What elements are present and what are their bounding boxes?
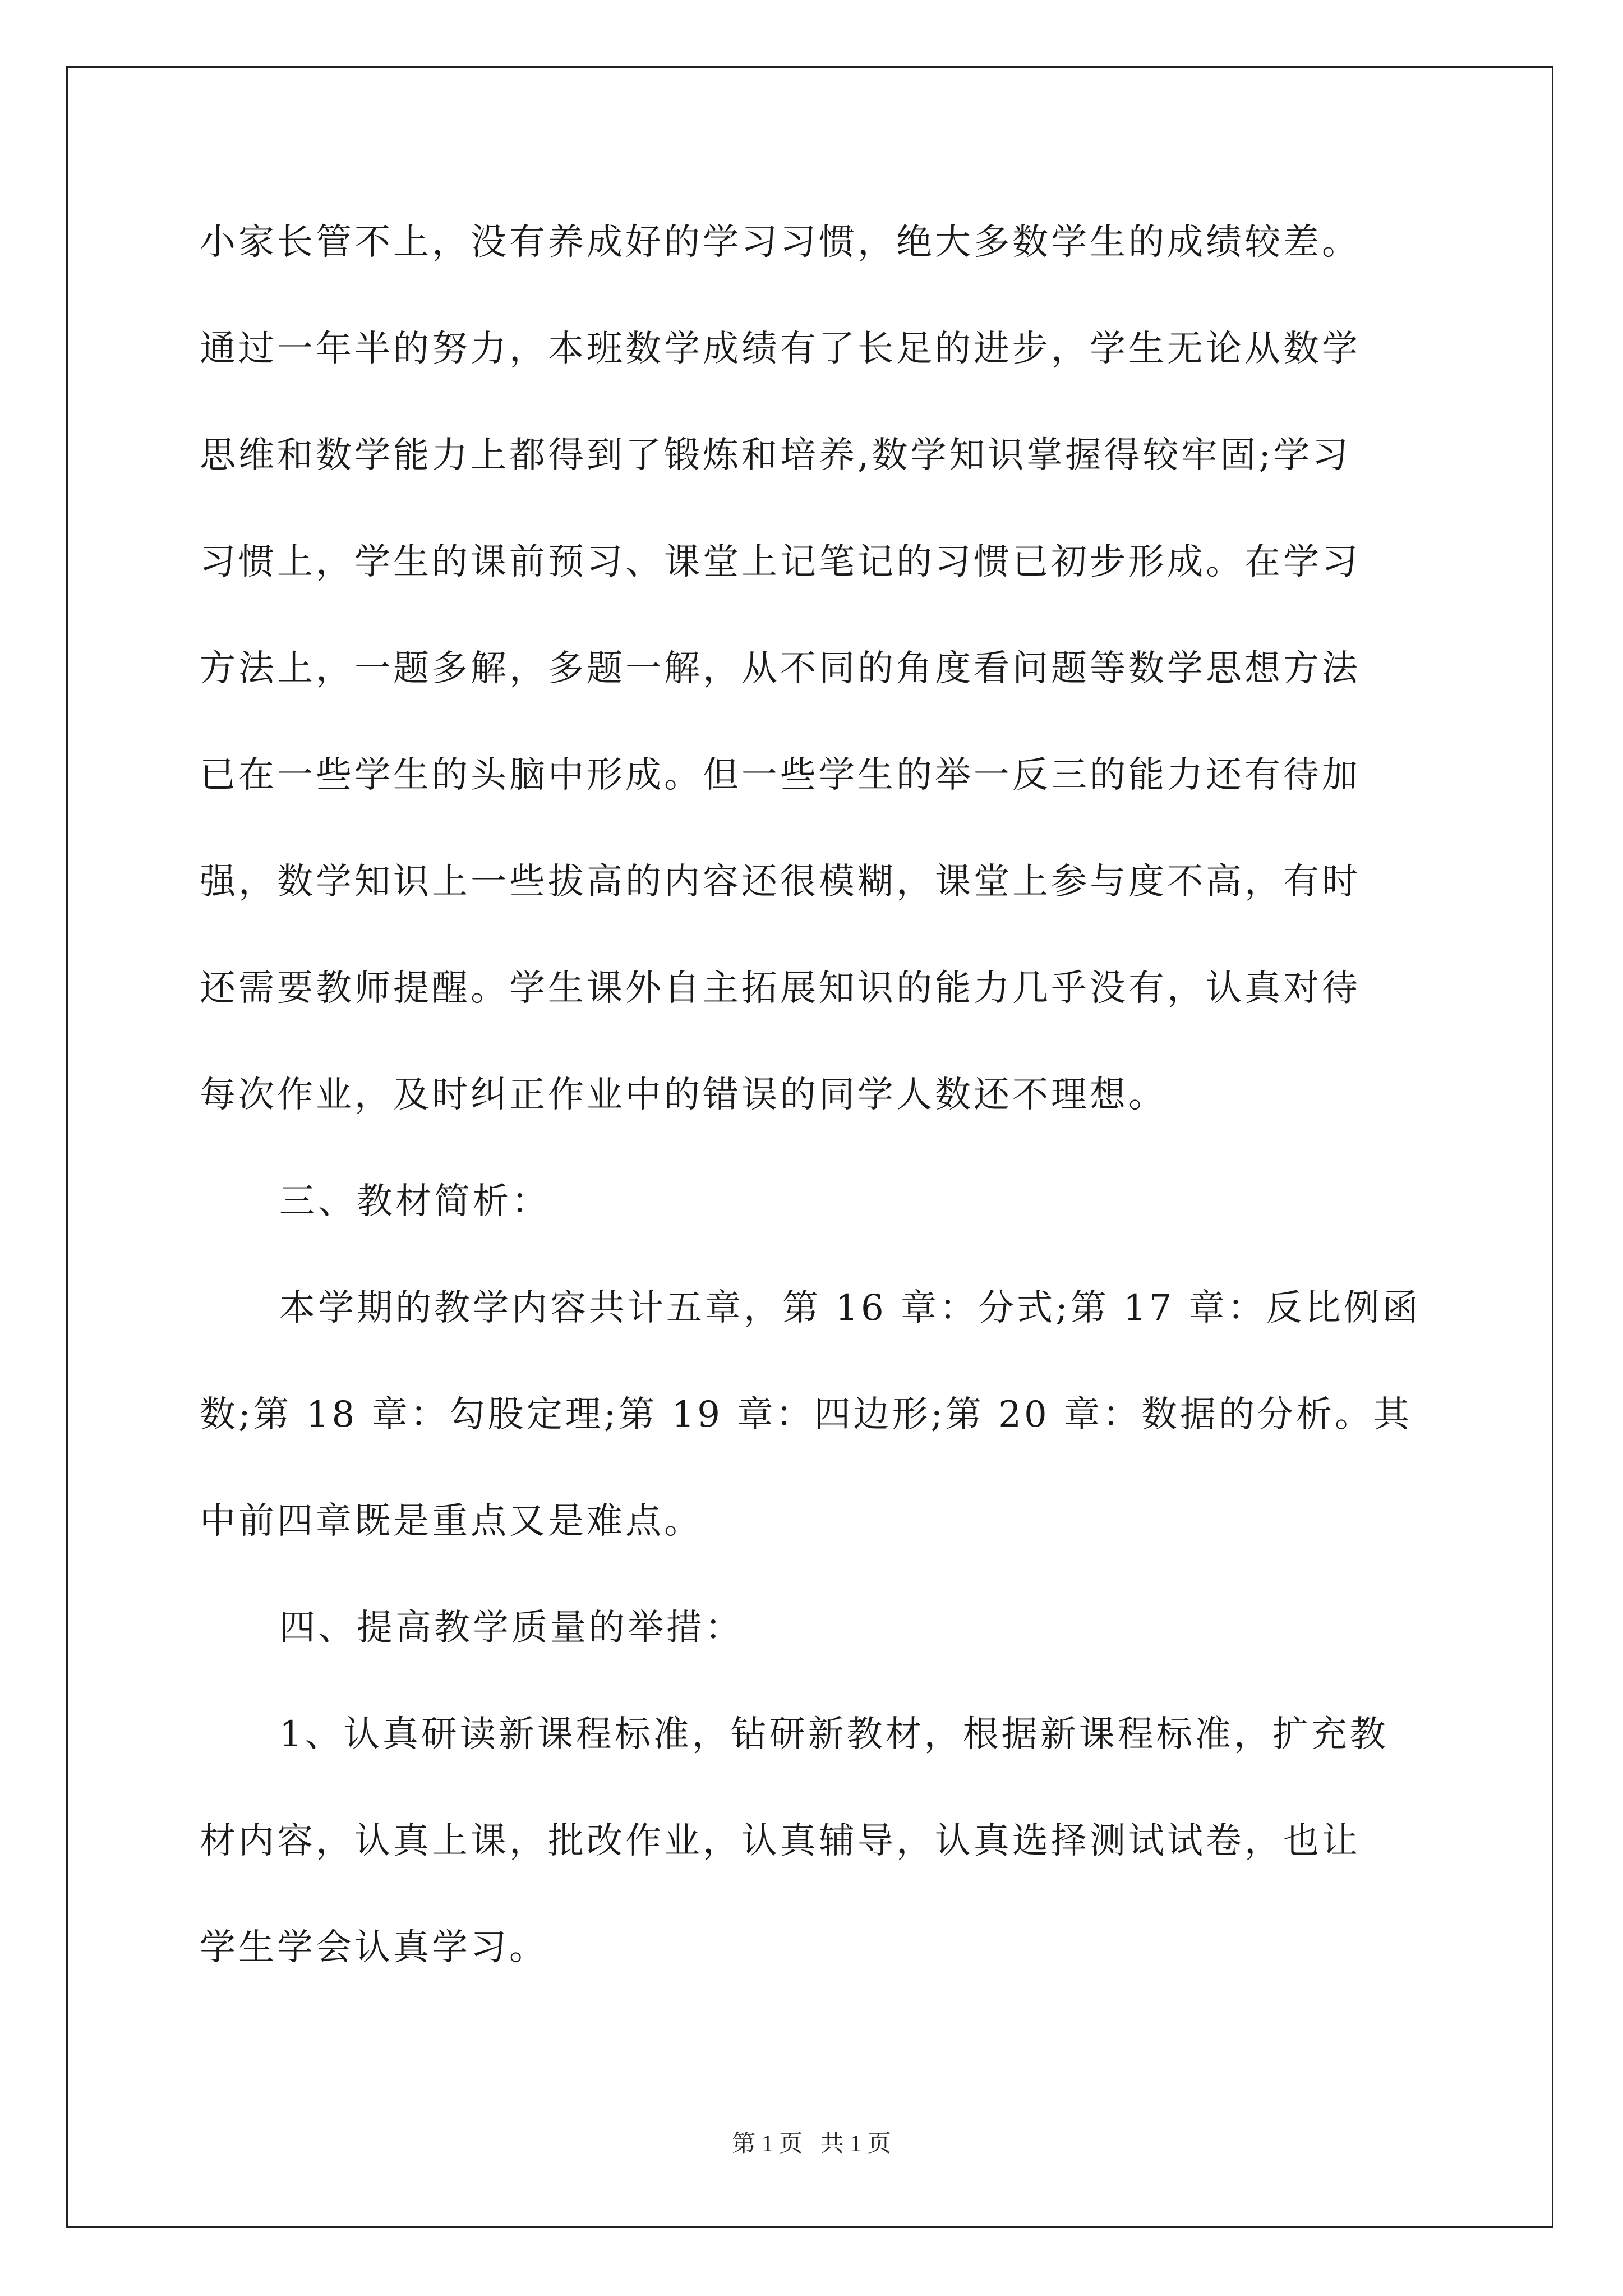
paragraph-line: 本学期的教学内容共计五章，第 16 章：分式;第 17 章：反比例函: [279, 1287, 1421, 1329]
paragraph-line: 学生学会认真学习。: [200, 1927, 548, 1968]
paragraph-line: 通过一年半的努力，本班数学成绩有了长足的进步，学生无论从数学: [200, 328, 1361, 370]
section-heading: 三、教材简析：: [279, 1181, 550, 1222]
page-border: [66, 66, 1553, 2228]
paragraph-line: 已在一些学生的头脑中形成。但一些学生的举一反三的能力还有待加: [200, 754, 1361, 796]
paragraph-line: 方法上，一题多解，多题一解，从不同的角度看问题等数学思想方法: [200, 648, 1361, 689]
paragraph-line: 材内容，认真上课，批改作业，认真辅导，认真选择测试试卷，也让: [200, 1820, 1361, 1862]
paragraph-line: 中前四章既是重点又是难点。: [200, 1501, 703, 1542]
paragraph-line: 还需要教师提醒。学生课外自主拓展知识的能力几乎没有，认真对待: [200, 968, 1361, 1009]
page-number-footer: 第 1 页 共 1 页: [732, 2131, 891, 2157]
section-heading: 四、提高教学质量的举措：: [279, 1607, 744, 1649]
paragraph-line: 数;第 18 章：勾股定理;第 19 章：四边形;第 20 章：数据的分析。其: [200, 1394, 1413, 1435]
paragraph-line: 习惯上，学生的课前预习、课堂上记笔记的习惯已初步形成。在学习: [200, 541, 1361, 583]
paragraph-line: 思维和数学能力上都得到了锻炼和培养,数学知识掌握得较牢固;学习: [200, 435, 1351, 476]
paragraph-line: 小家长管不上，没有养成好的学习习惯，绝大多数学生的成绩较差。: [200, 222, 1361, 263]
paragraph-line: 每次作业，及时纠正作业中的错误的同学人数还不理想。: [200, 1074, 1167, 1116]
paragraph-line: 强，数学知识上一些拔高的内容还很模糊，课堂上参与度不高，有时: [200, 861, 1361, 903]
paragraph-line: 1、认真研读新课程标准，钻研新教材，根据新课程标准，扩充教: [279, 1714, 1389, 1755]
